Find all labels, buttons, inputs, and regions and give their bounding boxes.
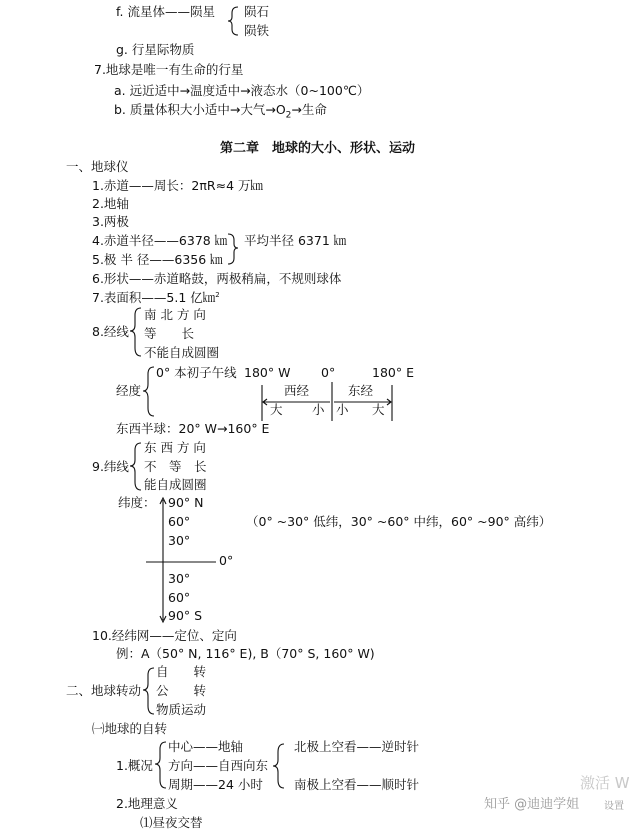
meaning-title: 2.地理意义	[116, 796, 178, 811]
weidu-90s: 90° S	[168, 608, 203, 623]
jingdu-west-big: 大	[270, 402, 283, 417]
rotation-south: 南极上空看——顺时针	[294, 777, 420, 792]
jingxian-label: 8.经线	[92, 324, 129, 339]
part2-sub-1: ㈠地球的自转	[92, 721, 168, 736]
weidu-0: 0°	[219, 553, 234, 568]
weixian-label: 9.纬线	[92, 459, 129, 474]
example: 例：A（50° N, 116° E), B（70° S, 160° W)	[116, 646, 375, 661]
rotation-north: 北极上空看——逆时针	[294, 739, 420, 754]
brace-part2	[143, 668, 154, 714]
part2-item-2: 公 转	[156, 683, 207, 698]
jingdu-180w: 180° W	[244, 365, 291, 380]
part1-item-3: 3.两极	[92, 214, 129, 229]
part1-item-10: 10.经纬网——定位、定向	[92, 628, 237, 643]
part1-item-6: 6.形状——赤道略鼓，两极稍扁，不规则球体	[92, 271, 342, 286]
part1-item-7: 7.表面积——5.1 亿㎞$^2$	[92, 290, 220, 306]
part2-item-3: 物质运动	[156, 702, 207, 717]
item-f-label: f. 流星体——陨星	[116, 4, 215, 19]
jingdu-prime: 0° 本初子午线	[156, 365, 237, 380]
gaikuang-item-1: 中心——地轴	[168, 739, 244, 754]
chapter-title: 第二章 地球的大小、形状、运动	[220, 141, 416, 156]
jingxian-item-3: 不能自成圆圈	[144, 345, 220, 360]
part1-item-1: 1.赤道——周长：2πR≈4 万㎞	[92, 178, 263, 193]
brace-jingxian	[130, 308, 141, 356]
item-g: g. 行星际物质	[116, 42, 195, 57]
settings-watermark: 设置	[604, 801, 624, 812]
weidu-60s: 60°	[168, 590, 191, 605]
meaning-item-1: ⑴昼夜交替	[140, 815, 203, 830]
jingdu-east-big: 大	[372, 402, 385, 417]
avg-radius: 平均半径 6371 ㎞	[244, 233, 347, 248]
weixian-item-2: 不 等 长	[144, 459, 207, 474]
weidu-60n: 60°	[168, 514, 191, 529]
jingdu-label: 经度	[116, 383, 142, 398]
jingdu-east: 东经	[348, 383, 374, 398]
weidu-label: 纬度：	[118, 495, 156, 510]
brace-gaikuang	[155, 742, 166, 788]
brace-f	[228, 7, 238, 35]
jingdu-east-small: 小	[336, 402, 349, 417]
brace-radius	[228, 234, 238, 264]
weidu-30n: 30°	[168, 533, 191, 548]
weixian-item-1: 东 西 方 向	[144, 440, 206, 455]
jingxian-item-2: 等 长	[144, 326, 195, 341]
item-7-title: 7.地球是唯一有生命的行星	[94, 62, 244, 77]
activate-watermark: 激活 W	[580, 774, 630, 792]
weidu-note: （0° ~30° 低纬，30° ~60° 中纬，60° ~90° 高纬）	[246, 514, 552, 529]
item-7-a: a. 远近适中→温度适中→液态水（0~100℃）	[114, 83, 370, 98]
jingxian-item-1: 南 北 方 向	[144, 307, 206, 322]
item-7-b: b. 质量体积大小适中→大气$\to O_2\to$生命	[114, 102, 327, 121]
jingdu-west-small: 小	[312, 402, 325, 417]
item-f-sub-1: 陨石	[244, 4, 270, 19]
gaikuang-label: 1.概况	[116, 758, 153, 773]
part1-title: 一、地球仪	[66, 159, 129, 174]
part2-item-1: 自 转	[156, 664, 207, 679]
brace-weixian	[130, 443, 141, 490]
weixian-item-3: 能自成圆圈	[144, 477, 207, 492]
east-west-hemisphere: 东西半球：20° W→160° E	[116, 421, 270, 436]
brace-rotation	[273, 744, 284, 788]
gaikuang-item-3: 周期——24 小时	[168, 777, 263, 792]
part1-item-4: 4.赤道半径——6378 ㎞	[92, 233, 228, 248]
brace-jingdu	[143, 367, 154, 416]
jingdu-0: 0°	[321, 365, 336, 380]
part2-title: 二、地球转动	[66, 683, 142, 698]
weidu-30s: 30°	[168, 571, 191, 586]
weidu-90n: 90° N	[168, 495, 204, 510]
part1-item-2: 2.地轴	[92, 196, 129, 211]
part1-item-5: 5.极 半 径——6356 ㎞	[92, 252, 223, 267]
jingdu-180e: 180° E	[372, 365, 414, 380]
jingdu-west: 西经	[284, 383, 310, 398]
item-f-sub-2: 陨铁	[244, 23, 270, 38]
gaikuang-item-2: 方向——自西向东	[168, 758, 269, 773]
zhihu-watermark: 知乎 @迪迪学姐	[484, 797, 580, 812]
